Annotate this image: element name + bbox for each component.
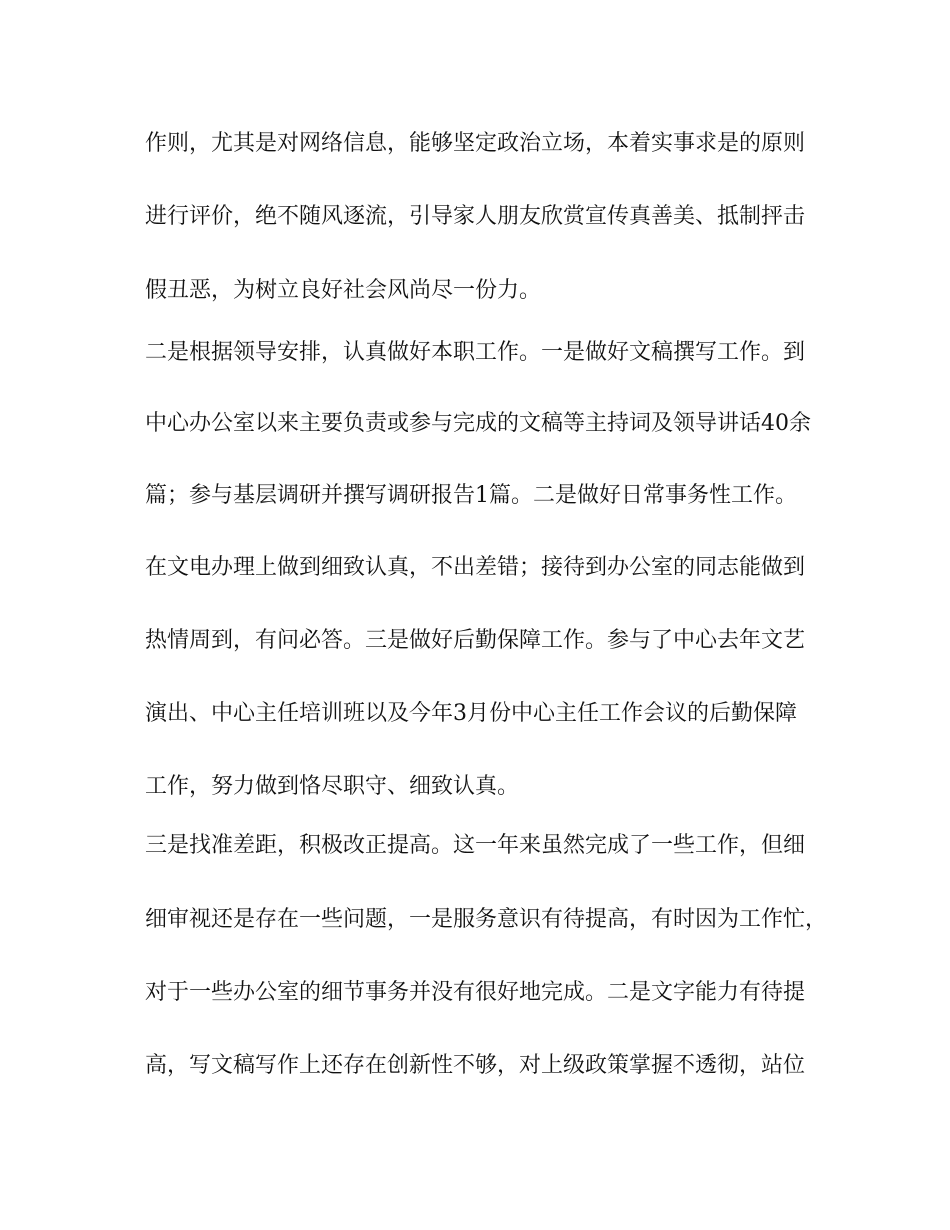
text-line: 二是根据领导安排，认真做好本职工作。一是做好文稿撰写工作。到 bbox=[145, 340, 806, 365]
text-line: 篇；参与基层调研并撰写调研报告1篇。二是做好日常事务性工作。 bbox=[145, 483, 797, 508]
text-line: 细审视还是存在一些问题，一是服务意识有待提高，有时因为工作忙， bbox=[145, 907, 828, 932]
text-line: 对于一些办公室的细节事务并没有很好地完成。二是文字能力有待提 bbox=[145, 980, 806, 1005]
text-line: 演出、中心主任培训班以及今年3月份中心主任工作会议的后勤保障 bbox=[145, 701, 797, 726]
text-line: 假丑恶，为树立良好社会风尚尽一份力。 bbox=[145, 278, 542, 303]
text-line: 在文电办理上做到细致认真，不出差错；接待到办公室的同志能做到 bbox=[145, 555, 806, 580]
text-line: 工作，努力做到恪尽职守、细致认真。 bbox=[145, 774, 520, 799]
text-line: 中心办公室以来主要负责或参与完成的文稿等主持词及领导讲话40余 bbox=[145, 411, 811, 436]
text-line: 进行评价，绝不随风逐流，引导家人朋友欣赏宣传真善美、抵制抨击 bbox=[145, 204, 806, 229]
text-line: 热情周到，有问必答。三是做好后勤保障工作。参与了中心去年文艺 bbox=[145, 628, 806, 653]
text-line: 三是找准差距，积极改正提高。这一年来虽然完成了一些工作，但细 bbox=[145, 833, 806, 858]
text-line: 作则，尤其是对网络信息，能够坚定政治立场，本着实事求是的原则 bbox=[145, 131, 806, 156]
text-line: 高，写文稿写作上还存在创新性不够，对上级政策掌握不透彻，站位 bbox=[145, 1053, 806, 1078]
